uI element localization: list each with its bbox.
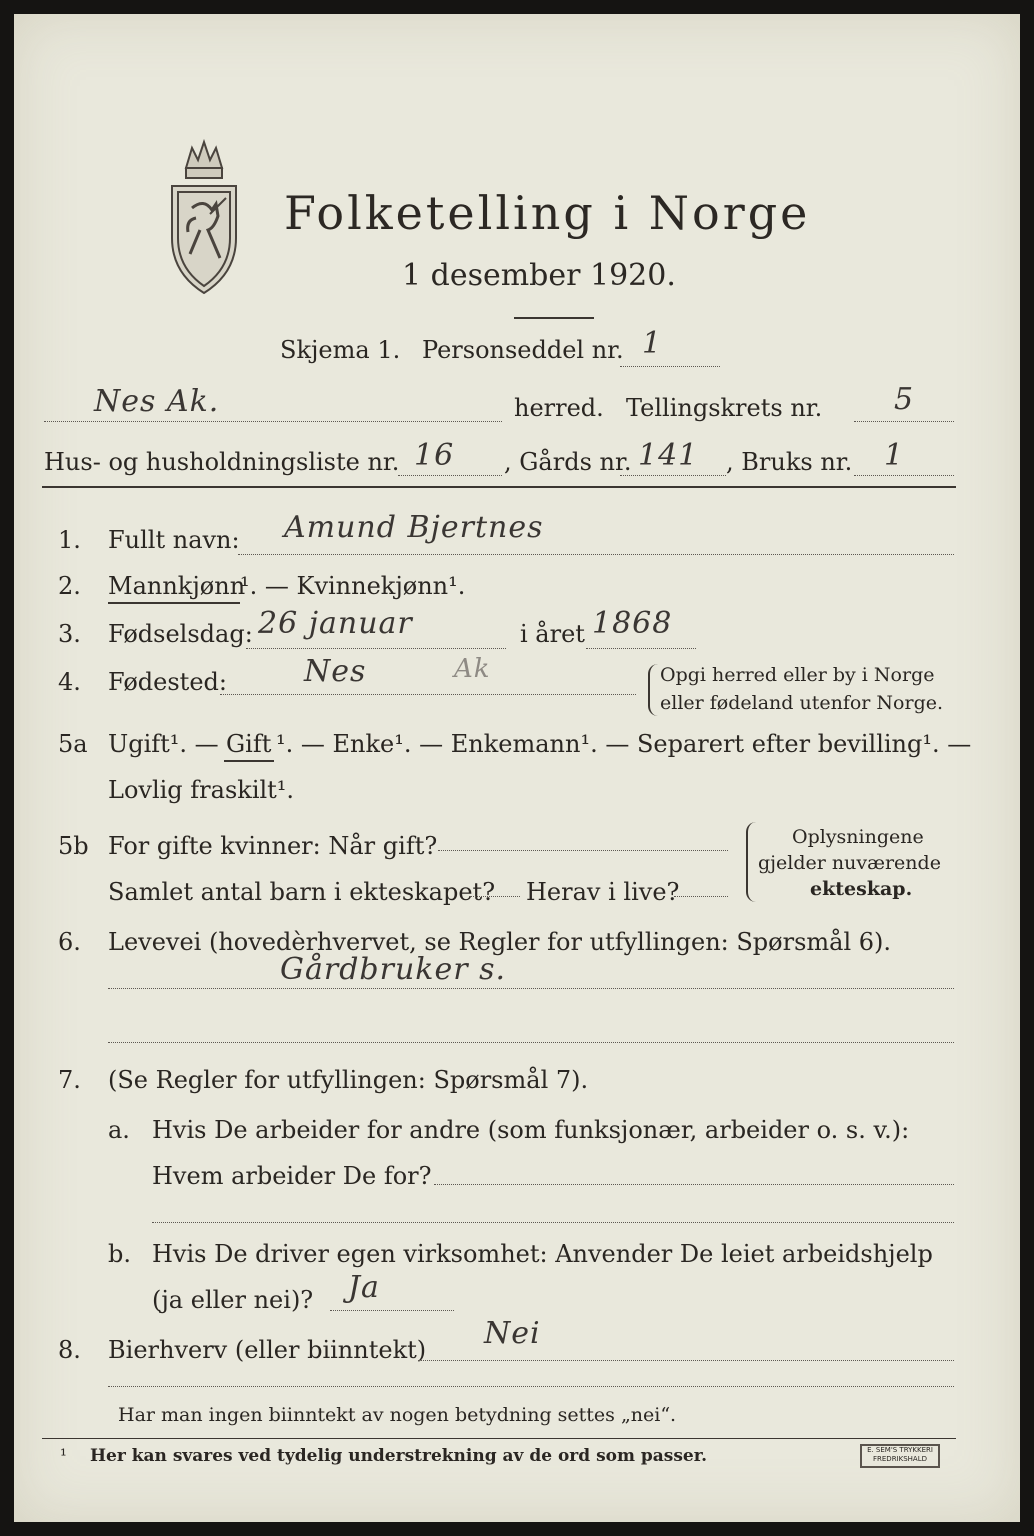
hired-help-value[interactable]: Ja (348, 1270, 380, 1305)
birth-day-line (246, 648, 506, 649)
census-date: 1 desember 1920. (402, 258, 676, 293)
side-income-value[interactable]: Nei (484, 1316, 541, 1351)
q7-number: 7. (58, 1066, 81, 1094)
q1-label: Fullt navn: (108, 526, 240, 554)
tellingskrets-line (854, 421, 954, 422)
birthplace-value[interactable]: Nes (304, 654, 367, 689)
marital-fraskilt-option[interactable]: Lovlig fraskilt¹. (108, 776, 295, 804)
q7a-label: Hvis De arbeider for andre (som funksjonær, arbeider o. s. v.): (152, 1116, 910, 1144)
children-alive-label: Herav i live? (526, 878, 680, 906)
gender-male-underline (108, 602, 240, 604)
children-count-label: Samlet antal barn i ekteskapet? (108, 878, 496, 906)
footnote-mark: ¹ (60, 1446, 67, 1466)
birth-year-label: i året (520, 620, 585, 648)
marriage-note-line3: ekteskap. (810, 878, 913, 900)
husholdningsliste-label: Hus- og husholdningsliste nr. (44, 448, 400, 476)
herred-line (44, 421, 502, 422)
side-income-note: Har man ingen biinntekt av nogen betydning settes „nei“. (118, 1404, 677, 1426)
birthplace-note-line1: Opgi herred eller by i Norge (660, 664, 935, 686)
husholdningsliste-value[interactable]: 16 (414, 438, 455, 473)
married-when-line[interactable] (438, 850, 728, 851)
birthplace-note-brace (648, 664, 658, 716)
husholdningsliste-line (398, 475, 502, 476)
census-form (14, 14, 1020, 1522)
side-income-label: Bierhverv (eller biinntekt) (108, 1336, 427, 1364)
q1-number: 1. (58, 526, 81, 554)
gender-male-option[interactable]: Mannkjønn (108, 572, 246, 600)
herred-label: herred. (514, 394, 604, 422)
q5b-number: 5b (58, 832, 89, 860)
birth-year-value[interactable]: 1868 (592, 606, 673, 641)
occupation-label: Levevei (hovedèrhvervet, se Regler for utfyllingen: Spørsmål 6). (108, 928, 892, 956)
printer-stamp: E. SEM'S TRYKKERI FREDRIKSHALD (860, 1444, 940, 1468)
birthplace-line (220, 694, 636, 695)
form-title: Folketelling i Norge (284, 186, 811, 240)
title-divider (514, 317, 594, 319)
employer-line2 (152, 1222, 954, 1223)
footnote-text: Her kan svares ved tydelig understrekning av de ord som passer. (90, 1446, 708, 1466)
birthplace-note-line2: eller fødeland utenfor Norge. (660, 692, 944, 714)
personseddel-label: Personseddel nr. (422, 336, 624, 364)
q7a-letter: a. (108, 1116, 130, 1144)
bruks-line (854, 475, 954, 476)
q3-label: Fødselsdag: (108, 620, 253, 648)
q7b-label: Hvis De driver egen virksomhet: Anvender De leiet arbeidshjelp (152, 1240, 933, 1268)
employer-label: Hvem arbeider De for? (152, 1162, 432, 1190)
marital-gift-underline (224, 760, 274, 762)
q6-number: 6. (58, 928, 81, 956)
full-name-value[interactable]: Amund Bjertnes (284, 510, 544, 545)
employer-line[interactable] (434, 1184, 954, 1185)
q4-label: Fødested: (108, 668, 227, 696)
q3-number: 3. (58, 620, 81, 648)
q7-label: (Se Regler for utfyllingen: Spørsmål 7). (108, 1066, 589, 1094)
q2-number: 2. (58, 572, 81, 600)
birthplace-value-faint: Ak (454, 654, 491, 684)
marriage-note-line2: gjelder nuværende (758, 852, 941, 874)
gards-value[interactable]: 141 (638, 438, 699, 473)
personseddel-line (620, 366, 720, 367)
occupation-value[interactable]: Gårdbruker s. (280, 952, 507, 987)
herred-value[interactable]: Nes Ak. (94, 384, 220, 419)
hired-help-line (330, 1310, 454, 1311)
norwegian-coat-of-arms-icon (164, 138, 244, 298)
q4-number: 4. (58, 668, 81, 696)
tellingskrets-label: Tellingskrets nr. (626, 394, 823, 422)
marriage-note-brace (746, 822, 758, 902)
marital-gift-option[interactable]: Gift (226, 730, 272, 758)
header-rule (42, 486, 956, 488)
full-name-line (238, 554, 954, 555)
birth-year-line (586, 648, 696, 649)
bruks-label: , Bruks nr. (726, 448, 853, 476)
q8-number: 8. (58, 1336, 81, 1364)
birth-day-value[interactable]: 26 januar (258, 606, 413, 641)
marital-other-options[interactable]: ¹. — Enke¹. — Enkemann¹. — Separert efter bevilling¹. — (276, 730, 972, 758)
hired-help-label: (ja eller nei)? (152, 1286, 314, 1314)
marriage-note-line1: Oplysningene (792, 826, 924, 848)
gards-label: , Gårds nr. (504, 448, 632, 476)
married-when-label: For gifte kvinner: Når gift? (108, 832, 438, 860)
q7b-letter: b. (108, 1240, 131, 1268)
tellingskrets-value[interactable]: 5 (894, 382, 915, 417)
personseddel-value[interactable]: 1 (642, 326, 663, 361)
gender-female-option[interactable]: ¹. — Kvinnekjønn¹. (240, 572, 466, 600)
schema-label: Skjema 1. (280, 336, 401, 364)
bruks-value[interactable]: 1 (884, 438, 905, 473)
q5a-number: 5a (58, 730, 88, 758)
side-income-line (418, 1360, 954, 1361)
marital-ugift-option[interactable]: Ugift¹. — (108, 730, 219, 758)
children-alive-line[interactable] (674, 896, 728, 897)
gards-line (620, 475, 726, 476)
footer-rule (42, 1438, 956, 1439)
occupation-line2 (108, 1042, 954, 1043)
children-count-line[interactable] (470, 896, 520, 897)
occupation-line1 (108, 988, 954, 989)
side-income-line2 (108, 1386, 954, 1387)
